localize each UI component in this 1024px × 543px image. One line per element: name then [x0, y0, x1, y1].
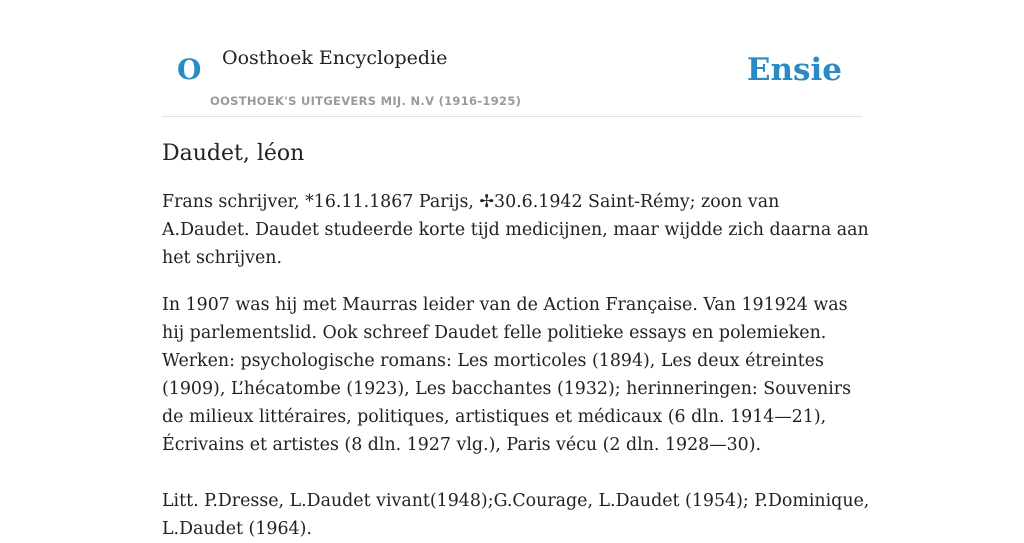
article-title: Daudet, léon [162, 141, 305, 166]
source-subtitle: OOSTHOEK'S UITGEVERS MIJ. N.V (1916-1925) [210, 94, 522, 108]
source-header [162, 0, 862, 117]
ensie-brand-logo[interactable]: Ensie [746, 52, 842, 88]
source-title[interactable]: Oosthoek Encyclopedie [222, 47, 448, 69]
article-paragraph-intro: Frans schrijver, *16.11.1867 Parijs, ✢30.6.1942 Saint-Rémy; zoon van A.Daudet. Daudet studeerde korte tijd medicijnen, maar wijdde zich daarna aan het schrijven. [162, 192, 869, 268]
source-logo[interactable]: O [177, 53, 202, 86]
article-paragraph-literature: Litt. P.Dresse, L.Daudet vivant(1948);G.Courage, L.Daudet (1954); P.Dominique, L.Daudet (1964). [162, 491, 870, 539]
article-content [162, 138, 872, 543]
article-paragraph-works: In 1907 was hij met Maurras leider van de Action Française. Van 191924 was hij parlementslid. Ook schreef Daudet felle politieke essays en polemieken. Werken: psychologische romans: Les morticoles (1894), Les deux étreintes (1909), L’hécatombe (1923), Les bacchantes (1932); herinneringen: Souvenirs de milieux littéraires, politiques, artistiques et médicaux (6 dln. 1914—21), Écrivains et artistes (8 dln. 1927 vlg.), Paris vécu (2 dln. 1928—30). [162, 295, 852, 455]
